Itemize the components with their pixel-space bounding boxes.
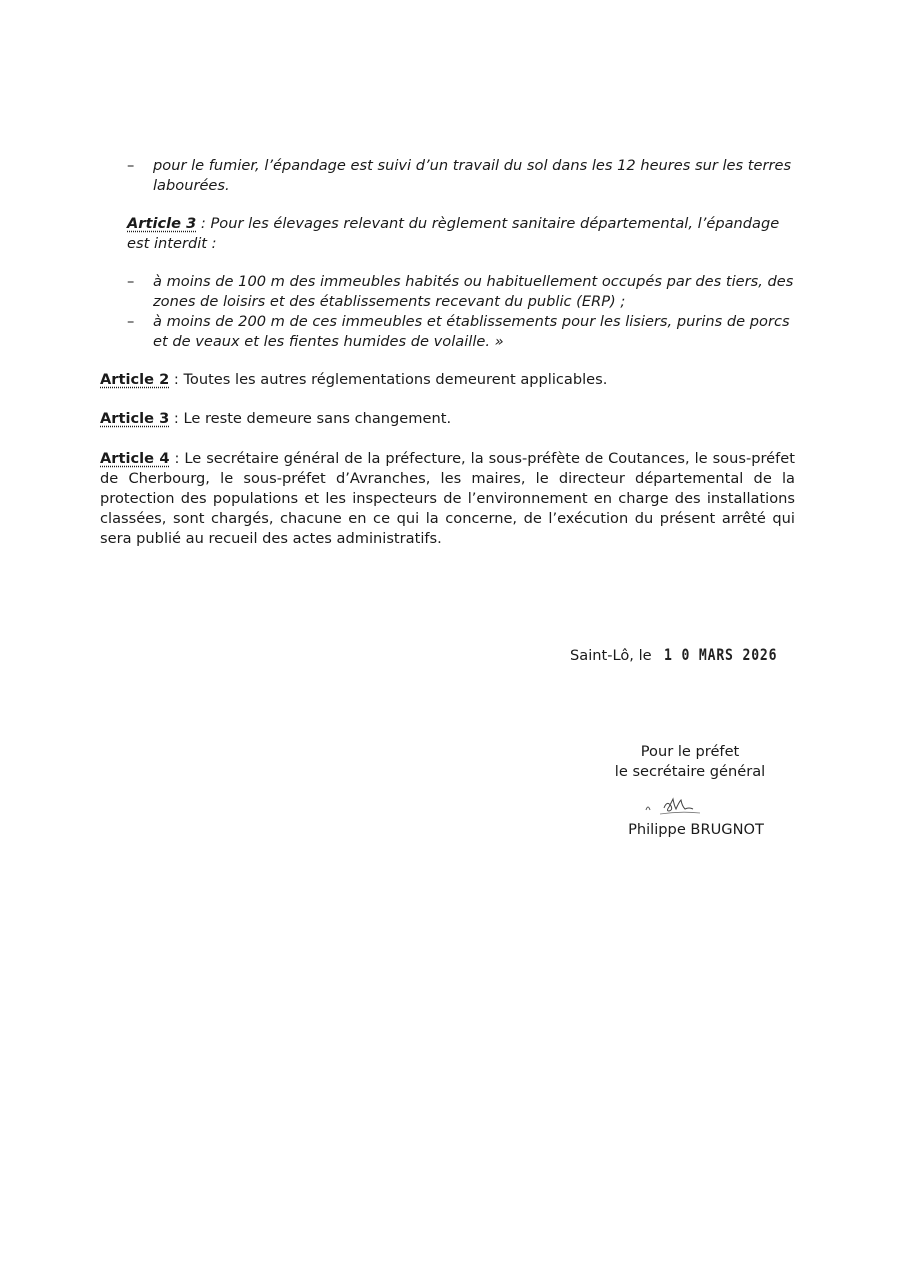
- article-2-paragraph: [100, 370, 795, 390]
- list-item: [127, 312, 795, 352]
- signer-name: Philippe BRUGNOT: [628, 821, 764, 838]
- quoted-amendment-block: [127, 156, 795, 352]
- article-4-paragraph: [100, 449, 795, 549]
- date-stamp: 1 0 MARS 2026: [664, 645, 778, 664]
- quoted-article-3: [127, 214, 795, 254]
- article-label: Article 2: [100, 371, 170, 388]
- list-item-text: à moins de 100 m des immeubles habités ou habituellement occupés par des tiers, des zones de loisirs et des établissements recevant du public (ERP) ;: [153, 273, 794, 310]
- list-item-text: à moins de 200 m de ces immeubles et établissements pour les lisiers, purins de porcs et de veaux et les fientes humides de volaille. »: [153, 313, 790, 350]
- article-3-paragraph: [100, 409, 795, 429]
- list-dash: –: [127, 157, 135, 174]
- place-label: Saint-Lô, le: [570, 647, 652, 664]
- list-dash: –: [127, 313, 135, 330]
- handwritten-signature: [640, 792, 720, 822]
- article-label: Article 3: [100, 410, 170, 427]
- list-item-fumier: [127, 156, 795, 196]
- article-text: : Pour les élevages relevant du règlement sanitaire départemental, l’épandage est interdit :: [127, 215, 780, 252]
- signature-authority: [590, 742, 790, 782]
- article-text: : Le reste demeure sans changement.: [169, 410, 452, 427]
- place-date-line: [570, 645, 803, 664]
- list-item: [127, 272, 795, 312]
- list-dash: –: [127, 273, 135, 290]
- article-label: Article 3: [127, 215, 197, 232]
- authority-line-1: Pour le préfet: [640, 743, 740, 760]
- article-text: : Le secrétaire général de la préfecture, la sous-préfète de Coutances, le sous-préfet de Cherbourg, le sous-préfet d’Avranches, les maires, le directeur départemental de la protection des populations et les inspecteurs de l’environnement en charge des installations classées, sont chargés, chacune en ce qui la concerne, de l’exécution du présent arrêté qui sera publié au recueil des actes administratifs.: [100, 450, 795, 547]
- authority-line-2: le secrétaire général: [614, 763, 766, 780]
- article-text: : Toutes les autres réglementations demeurent applicables.: [169, 371, 608, 388]
- list-item-text: pour le fumier, l’épandage est suivi d’un travail du sol dans les 12 heures sur les terres labourées.: [153, 157, 792, 194]
- article-label: Article 4: [100, 450, 170, 467]
